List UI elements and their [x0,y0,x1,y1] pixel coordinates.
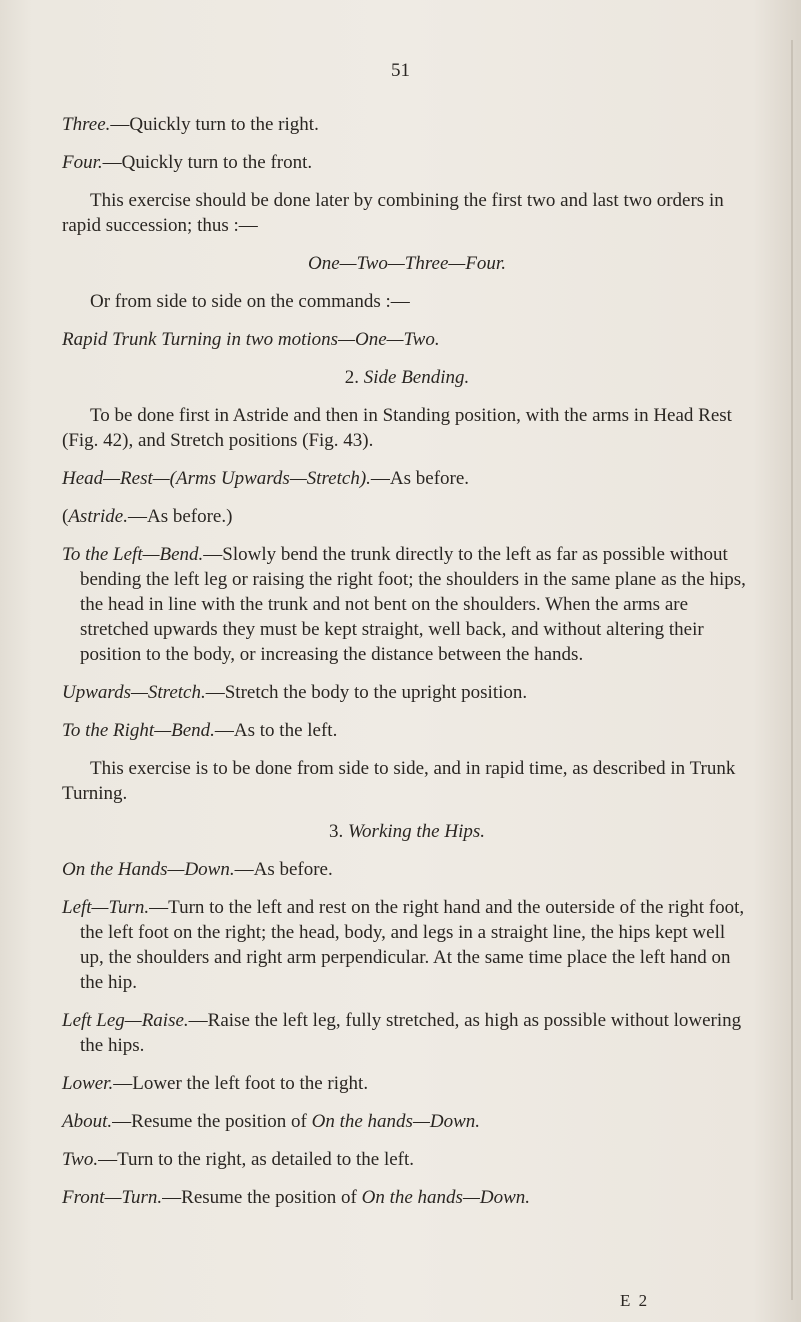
page-edge-shadow [791,40,793,1300]
rapid-trunk-turning-line: Rapid Trunk Turning in two motions—One—Two. [62,329,440,350]
command-left-bend: To the Left—Bend.—Slowly bend the trunk directly to the left as far as possible without bending the left leg or raising the right foot; the shoulders in the same plane as the hips, the head in line with the trunk and not bent on the shoulders. When the arms are stretched upwards they must be kept straight, well back, and without altering their position to the body, or increasing the distance between the hands. [62,544,746,665]
paragraph-side-to-side: This exercise is to be done from side to side, and in rapid time, as described in Trunk Turning. [62,758,736,804]
command-about: About.—Resume the position of On the hands—Down. [62,1111,480,1132]
heading-working-hips: 3. Working the Hips. [328,821,486,842]
heading-side-bending: 2. Side Bending. [344,367,470,388]
command-right-bend: To the Right—Bend.—As to the left. [62,720,338,741]
printer-signature-mark: E 2 [620,1291,650,1310]
command-three: Three.—Quickly turn to the right. [62,114,319,135]
command-hands-down: On the Hands—Down.—As before. [62,859,333,880]
side-to-side-line: Or from side to side on the commands :— [90,291,410,312]
command-lower: Lower.—Lower the left foot to the right. [62,1073,369,1094]
command-upwards-stretch: Upwards—Stretch.—Stretch the body to the upright position. [62,682,528,703]
command-four: Four.—Quickly turn to the front. [62,152,313,173]
command-left-leg-raise: Left Leg—Raise.—Raise the left leg, fully stretched, as high as possible without lowering the hips. [62,1010,742,1056]
paragraph-combining: This exercise should be done later by combining the first two and last two orders in rapid succession; thus :— [62,190,724,236]
command-left-turn: Left—Turn.—Turn to the left and rest on the right hand and the outerside of the right foot, the left foot on the right; the head, body, and legs in a straight line, the hips kept well up, the shoulders and right arm perpendicular. At the same time place the left hand on the hip. [62,897,745,993]
command-astride: (Astride.—As before.) [62,506,233,527]
sequence-line: One—Two—Three—Four. [308,253,506,274]
command-two: Two.—Turn to the right, as detailed to the left. [62,1149,415,1170]
command-front-turn: Front—Turn.—Resume the position of On the hands—Down. [62,1187,530,1208]
page-number: 51 [391,60,410,81]
page-body [62,112,752,1223]
paragraph-astride: To be done first in Astride and then in Standing position, with the arms in Head Rest (Fig. 42), and Stretch positions (Fig. 43). [62,405,732,451]
command-head-rest: Head—Rest—(Arms Upwards—Stretch).—As before. [62,468,470,489]
